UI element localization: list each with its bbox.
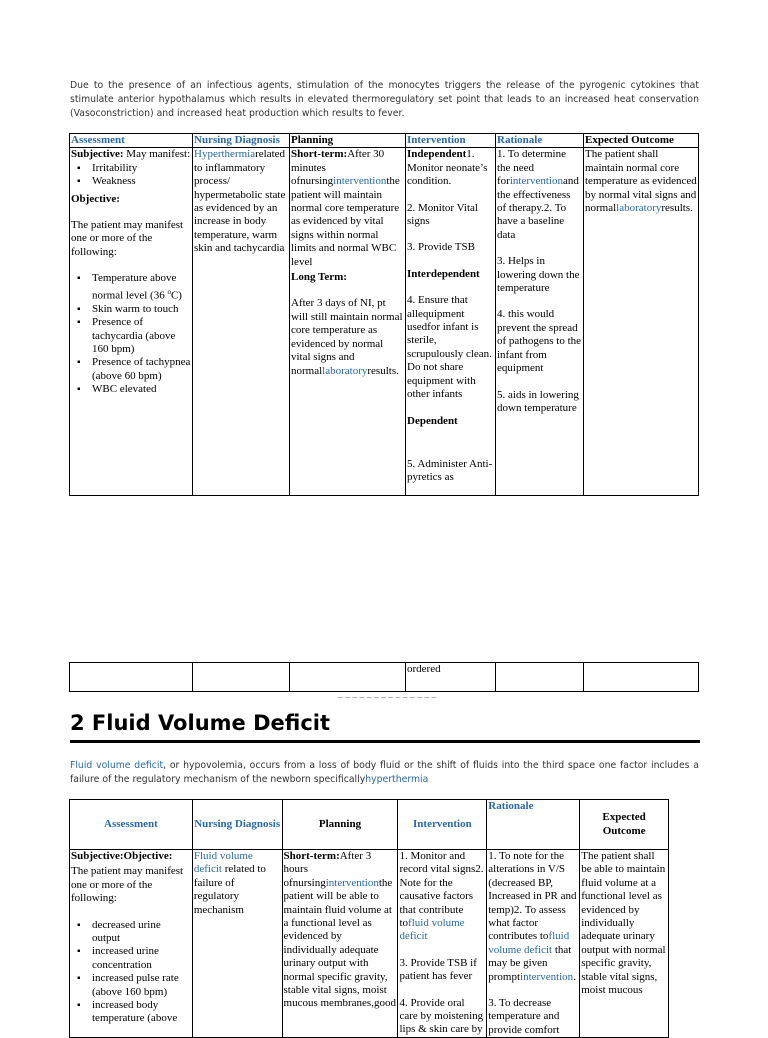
care-plan-table-hyperthermia: [69, 133, 699, 496]
subjective-objective-label: Subjective:Objective:: [71, 850, 173, 862]
list-item: ▪ increased pulse rate (above 160 bpm): [92, 972, 191, 999]
rationale-item: 3. Helps in lowering down the temperature: [497, 255, 580, 295]
fluid-volume-deficit-link[interactable]: fluid volume deficit: [488, 930, 570, 956]
list-item: ▪ Weakness: [92, 175, 191, 188]
intervention-item: 3. Provide TSB: [407, 241, 475, 254]
rationale-cell: 1. To determine the need forinterventionand the effectiveness of therapy.2. To have a baseline data 3. Helps in lowering down the temperature 4. this would prevent the spread of pathogens to the infant from equipment 5. aids in lowering down temperature: [496, 148, 584, 496]
header-assessment: Assessment: [70, 134, 193, 148]
fluid-volume-deficit-link[interactable]: fluid volume deficit: [399, 917, 465, 943]
list-item: ▪ Temperature above normal level (36 $^o$C): [92, 272, 191, 302]
header-planning: Planning: [290, 134, 406, 148]
objective-text: The patient may manifest one or more of the following:: [71, 219, 184, 258]
header-nursing-diagnosis: Nursing Diagnosis: [193, 134, 290, 148]
intervention-cell: Independent1. Monitor neonate’s condition. 2. Monitor Vital signs 3. Provide TSB Interdependent 4. Ensure that allequipment usedfor infant is sterile, scrupulously clean. Do not share equipment with other infants Dependent 5. Administer Anti-pyretics as: [406, 148, 496, 496]
header-planning: Planning: [282, 800, 398, 850]
hyperthermia-link[interactable]: Hyperthermia: [194, 148, 256, 161]
intervention-item: 2. Monitor Vital signs: [407, 201, 478, 228]
assessment-cell: [70, 148, 193, 496]
long-term-label: Long Term:: [291, 271, 347, 284]
rationale-item: 3. To decrease temperature and provide comfort: [488, 997, 560, 1036]
rationale-item: 4. this would prevent the spread of pathogens to the infant from equipment: [497, 308, 582, 375]
header-assessment: Assessment: [70, 800, 193, 850]
intro-paragraph: Due to the presence of an infectious agents, stimulation of the monocytes triggers the release of the pyrogenic cytokines that stimulate anterior hypothalamus which results in elevated thermoregulatory set point that leads to an increased heat conservation (Vasoconstriction) and increased heat production which results to fever.: [70, 80, 699, 119]
intervention-item: 4. Ensure that allequipment usedfor infant is sterile, scrupulously clean. Do not share equipment with other infants: [407, 294, 492, 401]
objective-list: [71, 272, 191, 396]
header-expected-outcome: Expected Outcome: [584, 134, 699, 148]
empty-cell: [193, 663, 290, 692]
short-term-label: Short-term:: [291, 148, 348, 161]
outcome-cell: The patient shall maintain normal core temperature as evidenced by normal vital signs and normallaboratoryresults.: [584, 148, 699, 496]
subjective-text: May manifest:: [123, 148, 191, 161]
care-plan-table-fluid-volume: [69, 799, 669, 1038]
planning-cell: Short-term:After 30 minutes ofnursinginterventionthe patient will maintain normal core temperature as evidenced by vital signs within normal limits and normal WBC level Long Term: After 3 days of NI, pt will still maintain normal core temperature as evidenced by normal vital signs and normallaboratoryresults.: [290, 148, 406, 496]
empty-cell: [584, 663, 699, 692]
planning-cell: Short-term:After 3 hours ofnursinginterventionthe patient will be able to maintain fluid volume at a functional level as evidenced by individually adequate urinary output with normal specific gravity, stable vital signs, moist mucous membranes,good: [282, 850, 398, 1038]
interdependent-label: Interdependent: [407, 267, 480, 280]
header-rationale: Rationale: [496, 134, 584, 148]
short-term-label: Short-term:: [283, 850, 340, 862]
list-item: ▪ increased body temperature (above: [92, 999, 191, 1026]
section-rule: [70, 740, 700, 743]
fluid-volume-deficit-link[interactable]: Fluid volume deficit: [193, 850, 253, 876]
assessment-cell: [70, 850, 193, 1038]
header-intervention: Intervention: [398, 800, 487, 850]
list-item: ▪ increased urine concentration: [92, 945, 191, 972]
header-nursing-diagnosis: Nursing Diagnosis: [192, 800, 282, 850]
outcome-cell: The patient shall be able to maintain fluid volume at a functional level as evidenced by individually adequate urinary output with normal specific gravity, stable vital signs, moist mucous: [580, 850, 669, 1038]
diagnosis-cell: Fluid volume deficit related to failure of regulatory mechanism: [192, 850, 282, 1038]
rationale-cell: 1. To note for the alterations in V/S (decreased BP, Increased in PR and temp)2. To assess what factor contributes tofluid volume deficit that may be given promptintervention. 3. To decrease temperature and provide comfort: [487, 850, 580, 1038]
header-expected-outcome: Expected Outcome: [580, 800, 669, 850]
intervention-continued: ordered: [406, 663, 496, 692]
empty-cell: [70, 663, 193, 692]
section-intro: Fluid volume deficit, or hypovolemia, occurs from a loss of body fluid or the shift of fluids into the third space one factor includes a failure of the regulatory mechanism of the newborn specificallyhyperthermia: [70, 760, 699, 785]
list-item: ▪ Presence of tachypnea (above 60 bpm): [92, 356, 191, 383]
diagnosis-cell: Hyperthermiarelated to inflammatory process/ hypermetabolic state as evidenced by an increase in body temperature, warm skin and tachycardia: [193, 148, 290, 496]
header-rationale: Rationale: [487, 800, 580, 850]
list-item: ▪ Presence of tachycardia (above 160 bpm): [92, 316, 191, 356]
fluid-volume-deficit-link[interactable]: Fluid volume deficit: [70, 760, 164, 771]
care-plan-table-continuation: [69, 662, 699, 692]
laboratory-link[interactable]: laboratory: [616, 202, 662, 215]
dependent-label: Dependent: [407, 414, 458, 427]
assessment-text: The patient may manifest one or more of the following:: [71, 865, 184, 905]
empty-cell: [496, 663, 584, 692]
assessment-list: [71, 919, 191, 1026]
objective-label: Objective:: [71, 192, 120, 205]
intervention-item: 4. Provide oral care by moistening lips & skin care by: [399, 996, 484, 1036]
intervention-cell: 1. Monitor and record vital signs2. Note for the causative factors that contribute tofluid volume deficit 3. Provide TSB if patient has fever 4. Provide oral care by moistening lips & skin care by: [398, 850, 487, 1038]
intervention-link[interactable]: intervention: [509, 175, 563, 188]
rationale-item: 5. aids in lowering down temperature: [497, 388, 579, 414]
list-item: ▪ Irritability: [92, 162, 191, 175]
intervention-link[interactable]: intervention: [520, 970, 574, 983]
intervention-item: 5. Administer Anti-pyretics as: [407, 457, 493, 484]
independent-label: Independent: [407, 148, 467, 161]
hyperthermia-link[interactable]: hyperthermia: [365, 773, 429, 785]
intervention-item: 3. Provide TSB if patient has fever: [399, 956, 477, 983]
list-item: ▪ decreased urine output: [92, 919, 191, 946]
list-item: ▪ Skin warm to touch: [92, 303, 191, 316]
subjective-list: [71, 162, 191, 189]
list-item: ▪ WBC elevated: [92, 383, 191, 396]
empty-cell: [290, 663, 406, 692]
subjective-label: Subjective:: [71, 148, 124, 161]
section-title: 2 Fluid Volume Deficit: [70, 711, 330, 735]
header-intervention: Intervention: [406, 134, 496, 148]
laboratory-link[interactable]: laboratory: [322, 364, 368, 377]
intervention-link[interactable]: intervention: [325, 876, 379, 889]
separator: ~~~~~~~~~~~~~~: [337, 693, 438, 702]
intervention-link[interactable]: intervention: [333, 175, 387, 188]
